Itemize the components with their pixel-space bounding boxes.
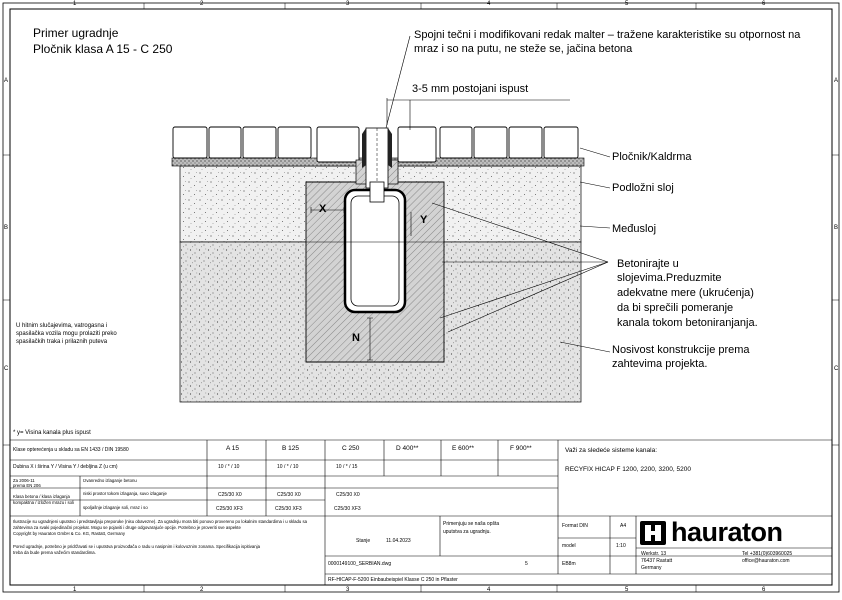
exposure-standard-2: prema EN 206 xyxy=(13,483,41,488)
grid-col-5: 5 xyxy=(625,1,629,7)
concrete-class-label-2: kompaktna / izložen mrazu i soli xyxy=(13,500,74,505)
exposure-standard-1: Za 2006-11 xyxy=(13,478,35,483)
spec-table-lines xyxy=(10,440,832,585)
scale-value: 1:10 xyxy=(616,543,626,549)
grid-col-1: 1 xyxy=(73,1,77,7)
concrete-desc-1: niski prostor tokom izlaganja, suvo izlaganje xyxy=(83,491,167,496)
grid-row-c-right: C xyxy=(834,366,839,372)
grid-col-2-bottom: 2 xyxy=(200,587,204,593)
address-line-1: Werkstr. 13 xyxy=(641,551,667,557)
class-c250: C 250 xyxy=(342,445,360,452)
exposure-label: Izvanredno izlaganje betonu xyxy=(83,478,137,483)
grid-col-4: 4 xyxy=(487,1,491,7)
format-label: Format DIN xyxy=(562,523,588,529)
concrete-class-label-1: Klasa betona / klasa izlaganja xyxy=(13,494,70,499)
mortar-note-line-2: mraz i so na putu, ne steže se, jačina betona xyxy=(414,43,633,55)
grid-col-6-bottom: 6 xyxy=(762,587,766,593)
concrete1-b125: C25/30 X0 xyxy=(277,492,301,498)
address-line-2: 76437 Rastatt xyxy=(641,558,673,564)
class-d400: D 400** xyxy=(396,445,419,452)
concrete-note-line-3: adekvatne mere (ukrućenja) xyxy=(617,287,754,299)
dims-b125: 10 / * / 10 xyxy=(277,464,299,470)
class-f900: F 900** xyxy=(510,445,532,452)
concrete2-a15: C25/30 XF3 xyxy=(216,506,243,512)
left-note-line-3: spasilačkih traka i prilaznih puteva xyxy=(16,339,108,345)
concrete1-c250: C25/30 X0 xyxy=(336,492,360,498)
company-logo-text: hauraton xyxy=(671,517,783,547)
footnote: * y= Visina kanala plus ispust xyxy=(13,430,91,436)
drawing-code: EB8m xyxy=(562,561,576,567)
concrete-note-line-2: slojevima.Preduzmite xyxy=(617,272,722,284)
sheet-number: 5 xyxy=(525,561,528,567)
concrete2-c250: C25/30 XF3 xyxy=(334,506,361,512)
grid-col-3-bottom: 3 xyxy=(346,587,350,593)
base-layer-label: Podložni sloj xyxy=(612,182,674,194)
grid-row-a-right: A xyxy=(834,78,839,84)
bearing-note-line-1: Nosivost konstrukcije prema xyxy=(612,344,750,356)
disclaimer-line-5: treba da bude prema važećim standardima. xyxy=(13,550,96,555)
title-line-2: Pločnik klasa A 15 - C 250 xyxy=(33,42,173,56)
grid-col-4-bottom: 4 xyxy=(487,587,491,593)
concrete-note-line-5: kanala tokom betoniranjanja. xyxy=(617,317,758,329)
email: office@hauraton.com xyxy=(742,558,790,564)
drawing-name: RF-HICAP-F-5200 Einbaubeispiel Klasse C 250 in Pflaster xyxy=(328,577,458,583)
dimension-n: N xyxy=(352,332,360,344)
grid-row-a: A xyxy=(4,78,9,84)
concrete-desc-2: spoljašnje izlaganje soli, mraz i so xyxy=(83,505,148,510)
address-line-3: Germany xyxy=(641,565,662,571)
class-b125: B 125 xyxy=(282,445,299,452)
grid-row-b-right: B xyxy=(834,225,839,231)
left-note-line-2: spasilačka vozila mogu prolaziti preko xyxy=(16,331,117,337)
status-date: 11.04.2023 xyxy=(386,538,411,544)
format-value: A4 xyxy=(620,523,627,529)
scale-label: model xyxy=(562,543,576,549)
disclaimer-line-2: zahtevima za svaki pojedinačni projekat. Mogu se pojaviti i druge odgovarajuće opcije. Potrebno je proveriti sve aspekte xyxy=(13,525,241,530)
title-line-1: Primer ugradnje xyxy=(33,26,119,40)
grid-col-5-bottom: 5 xyxy=(625,587,629,593)
systems-list: RECYFIX HICAP F 1200, 2200, 3200, 5200 xyxy=(565,466,691,473)
intermediate-layer-label: Međusloj xyxy=(612,223,657,235)
installation-note-line-1: Primenjuju se naša opšta xyxy=(443,521,500,527)
disclaimer-line-1: Ilustracije su ugradnjeni uputstvo i predstavljaju preporuke (nisu obavezne). Za ugradnju mora biti ponovo provereno po lokalnim standardima i u skladu sa xyxy=(13,519,308,524)
grid-col-1-bottom: 1 xyxy=(73,587,77,593)
dims-a15: 10 / * / 10 xyxy=(218,464,240,470)
gap-note: 3-5 mm postojani ispust xyxy=(412,83,529,95)
mortar-note-line-1: Spojni tečni i modifikovani redak malter – tražene karakteristike su otpornost na xyxy=(414,29,801,41)
grid-col-2: 2 xyxy=(200,1,204,7)
file-name: 0000149100_SERBIAN.dwg xyxy=(328,561,392,567)
disclaimer-line-3: Copyright by Hauraton GmbH & Co. KG, Rastatt, Germany xyxy=(13,531,126,536)
concrete2-b125: C25/30 XF3 xyxy=(275,506,302,512)
bearing-note-line-2: zahtevima projekta. xyxy=(612,358,708,370)
disclaimer-line-4: Pored ugradnje, potrebno je pridržavati se i uputstva proizvođača o radu u nasipnim i kolovoznim zonama. Specifikacija ispitivanja xyxy=(13,544,260,549)
concrete1-a15: C25/30 X0 xyxy=(218,492,242,498)
status-label: Stanje xyxy=(356,538,371,544)
dimensions-label: Dubina X i širina Y / Visina Y / debljina Z (u cm) xyxy=(13,464,118,470)
dimension-y: Y xyxy=(420,214,428,226)
concrete-note-line-1: Betonirajte u xyxy=(617,258,679,270)
grid-col-6: 6 xyxy=(762,1,766,7)
left-note-line-1: U hitnim slučajevima, vatrogasna i xyxy=(16,323,108,329)
concrete-note-line-4: da bi sprečili pomeranje xyxy=(617,302,734,314)
phone: Tel +381(0)603960025 xyxy=(742,551,793,557)
dims-c250: 10 / * / 15 xyxy=(336,464,358,470)
logo-mark xyxy=(640,521,666,545)
applies-label: Važi za sledeće sisteme kanala: xyxy=(565,447,658,454)
installation-note-line-2: uputstva za ugradnju. xyxy=(443,529,491,535)
grid-col-3: 3 xyxy=(346,1,350,7)
class-a15: A 15 xyxy=(226,445,240,452)
grid-row-c: C xyxy=(4,366,9,372)
class-e600: E 600** xyxy=(452,445,475,452)
load-class-label: Klase opterećenja u skladu sa EN 1433 / DIN 19580 xyxy=(13,447,129,453)
paving-label: Pločnik/Kaldrma xyxy=(612,151,692,163)
grid-row-b: B xyxy=(4,225,9,231)
dimension-x: X xyxy=(319,203,327,215)
